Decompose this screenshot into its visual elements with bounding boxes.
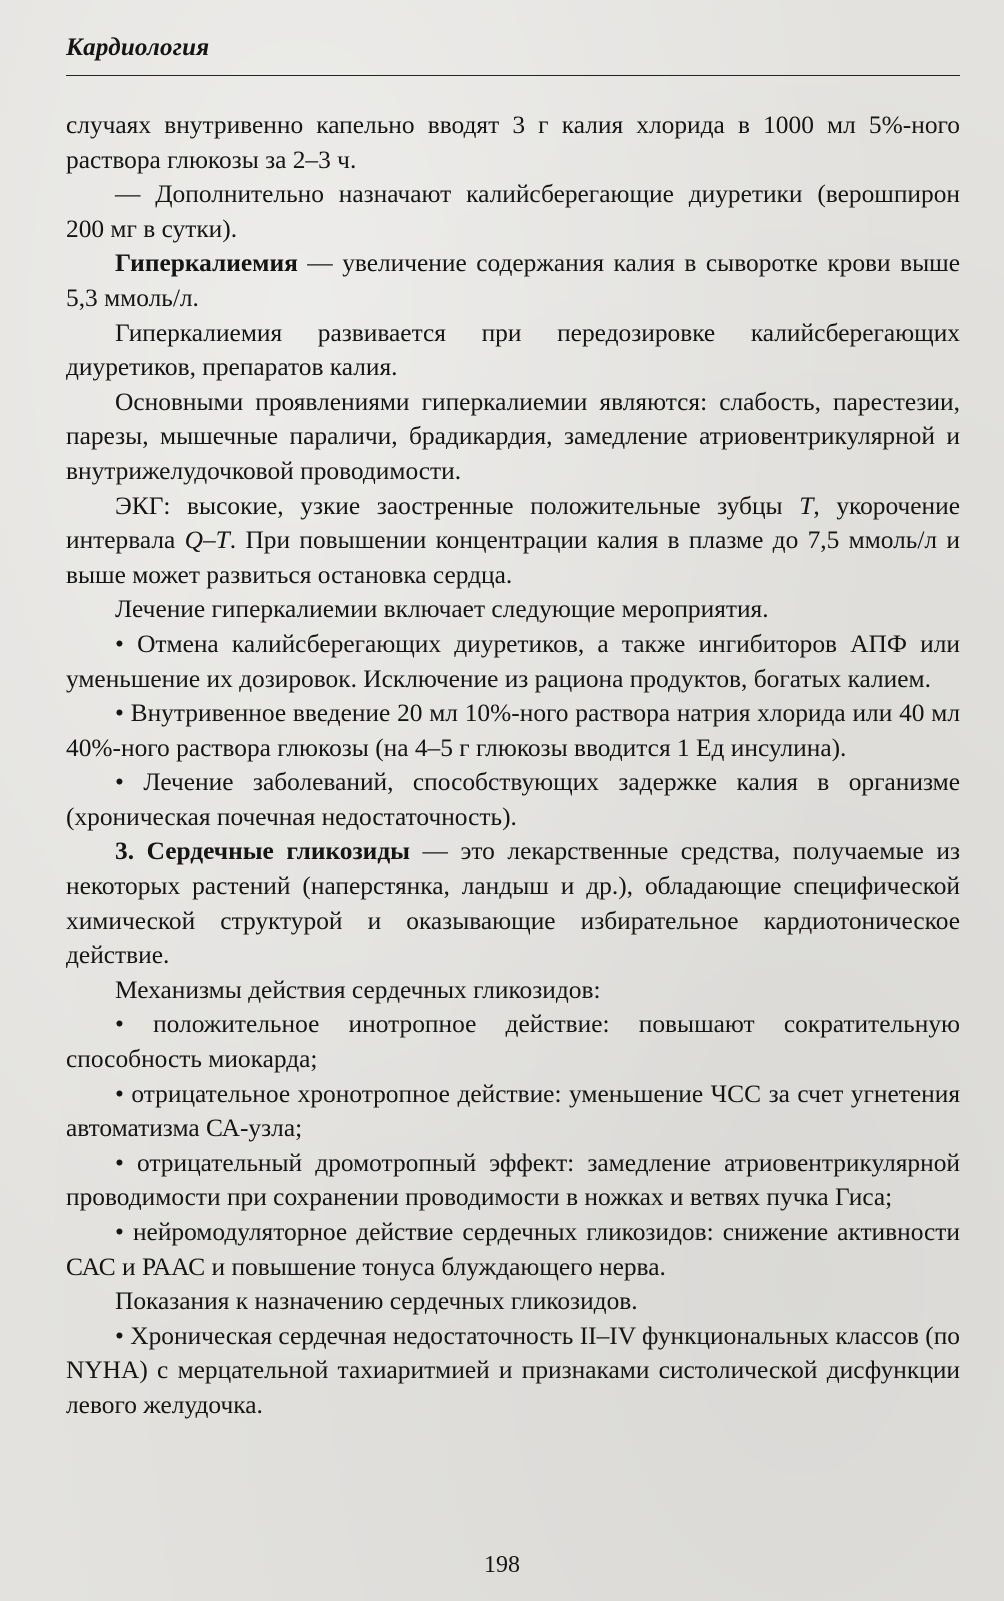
paragraph: Показания к назначению сердечных гликозидов. bbox=[115, 1287, 638, 1316]
paragraph: Лечение гиперкалиемии включает следующие мероприятия. bbox=[115, 595, 769, 624]
ecg-text-b: , укорочение интервала bbox=[66, 491, 960, 555]
bullet-item: • Отмена калийсберегающих диуретиков, а также ингибиторов АПФ или уменьшение их дозировок. Исключение из рациона продуктов, богатых калием. bbox=[66, 629, 960, 693]
paragraph: Основными проявлениями гиперкалиемии являются: слабость, парестезии, парезы, мышечные параличи, брадикардия, замедление атриовентрикулярной и внутрижелудочковой проводимости. bbox=[66, 387, 960, 485]
paragraph-definition-glycosides bbox=[66, 834, 960, 972]
term-hyperkalemia: Гиперкалиемия bbox=[115, 249, 298, 278]
bullet-item: • отрицательное хронотропное действие: уменьшение ЧСС за счет угнетения автоматизма СА-узла; bbox=[66, 1079, 960, 1143]
ecg-text-a: ЭКГ: высокие, узкие заостренные положительные зубцы bbox=[115, 491, 800, 520]
paragraph: Механизмы действия сердечных гликозидов: bbox=[115, 975, 601, 1004]
paragraph-continuation: случаях внутривенно капельно вводят 3 г калия хлорида в 1000 мл 5%-ного раствора глюкозы за 2–3 ч. bbox=[66, 111, 960, 174]
page-number: 198 bbox=[484, 1552, 520, 1578]
bullet-item: • Хроническая сердечная недостаточность II–IV функциональных классов (по NYHA) с мерцательной тахиаритмией и признаками систолической дисфункции левого желудочка. bbox=[66, 1321, 960, 1419]
running-head: Кардиология bbox=[66, 34, 210, 61]
definition-text: — увеличение содержания калия в сыворотке крови выше 5,3 ммоль/л. bbox=[66, 249, 960, 312]
body-text bbox=[66, 108, 960, 1423]
paragraph: Гиперкалиемия развивается при передозировке калийсберегающих диуретиков, препаратов калия. bbox=[66, 318, 960, 382]
ecg-text-c: . При повышении концентрации калия в плазме до 7,5 ммоль/л и выше может развиться остановка сердца. bbox=[66, 526, 960, 589]
definition-text: — это лекарственные средства, получаемые из некоторых растений (наперстянка, ландыш и др.), обладающие специфической химической структурой и оказывающие избирательное кардиотоническое действие. bbox=[66, 837, 960, 970]
header-rule bbox=[66, 75, 960, 76]
bullet-item: • отрицательный дромотропный эффект: замедление атриовентрикулярной проводимости при сохранении проводимости в ножках и ветвях пучка Гиса; bbox=[66, 1148, 960, 1212]
ecg-wave-label: T bbox=[799, 491, 814, 520]
term-cardiac-glycosides: 3. Сердечные гликозиды bbox=[115, 837, 410, 866]
paragraph-definition-hyperkalemia bbox=[66, 246, 960, 315]
bullet-item: • положительное инотропное действие: повышают сократительную способность миокарда; bbox=[66, 1010, 960, 1074]
paragraph-ecg bbox=[66, 489, 960, 593]
ecg-interval-label: Q–T bbox=[184, 526, 230, 555]
paragraph-dash-item: — Дополнительно назначают калийсберегающие диуретики (верошпирон 200 мг в сутки). bbox=[66, 180, 960, 243]
bullet-item: • Лечение заболеваний, способствующих задержке калия в организме (хроническая почечная недостаточность). bbox=[66, 768, 960, 831]
bullet-item: • нейромодуляторное действие сердечных гликозидов: снижение активности САС и РААС и повышение тонуса блуждающего нерва. bbox=[66, 1218, 960, 1281]
bullet-item: • Внутривенное введение 20 мл 10%-ного раствора натрия хлорида или 40 мл 40%-ного раствора глюкозы (на 4–5 г глюкозы вводится 1 Ед инсулина). bbox=[66, 699, 960, 762]
